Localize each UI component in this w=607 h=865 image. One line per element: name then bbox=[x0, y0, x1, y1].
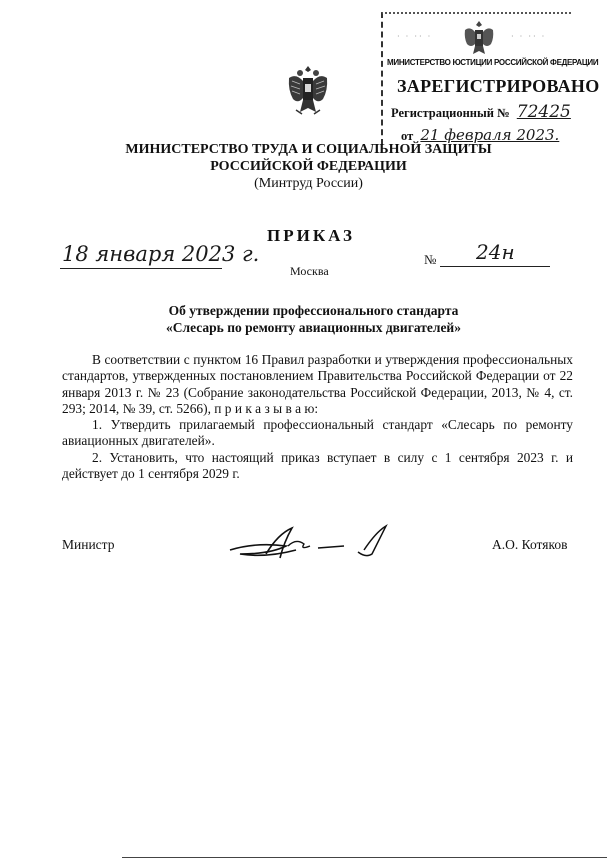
stamp-date-label: от bbox=[401, 129, 414, 143]
body-item-2: 2. Установить, что настоящий приказ вступает в силу с 1 сентября 2023 г. и действует до 1 сентября 2029 г. bbox=[62, 449, 573, 482]
body-paragraph-preamble: В соответствии с пунктом 16 Правил разработки и утверждения профессиональных стандартов, утвержденных постановлением Правительства Российской Федерации от 22 января 2013 г. № 23 (Собрание законодательства Российской Федерации, 2013, № 4, ст. 293; 2014, № 39, ст. 5266), п р и к а з ы в а ю: bbox=[62, 352, 573, 416]
order-date-underline bbox=[60, 268, 222, 269]
order-number-value: 24н bbox=[476, 240, 515, 264]
order-date: 18 января 2023 г. bbox=[62, 242, 260, 266]
order-title: ПРИКАЗ bbox=[267, 226, 355, 245]
stamp-date-value: 21 февраля 2023. bbox=[420, 126, 560, 144]
registration-stamp bbox=[381, 12, 600, 145]
coat-of-arms-icon bbox=[461, 18, 497, 58]
order-body bbox=[62, 352, 573, 482]
coat-of-arms-icon bbox=[286, 64, 330, 118]
stamp-ministry: МИНИСТЕРСТВО ЮСТИЦИИ РОССИЙСКОЙ ФЕДЕРАЦИИ bbox=[387, 58, 599, 67]
body-item-1: 1. Утвердить прилагаемый профессиональный стандарт «Слесарь по ремонту авиационных двигателей». bbox=[62, 417, 573, 449]
stamp-registered: ЗАРЕГИСТРИРОВАНО bbox=[397, 76, 600, 96]
stamp-regnum-row bbox=[391, 102, 571, 122]
stamp-regnum-label: Регистрационный № bbox=[391, 106, 510, 120]
signatory-title: Министр bbox=[62, 537, 115, 552]
order-city: Москва bbox=[290, 264, 329, 278]
ministry-name-line1: МИНИСТЕРСТВО ТРУДА И СОЦИАЛЬНОЙ ЗАЩИТЫ bbox=[125, 142, 492, 157]
ministry-name-line2: РОССИЙСКОЙ ФЕДЕРАЦИИ bbox=[210, 159, 407, 174]
order-subject-line1: Об утверждении профессионального стандарта bbox=[168, 303, 459, 318]
stamp-speckle-right: · · ·· · bbox=[511, 32, 547, 41]
page-bottom-edge bbox=[122, 857, 607, 858]
handwritten-signature bbox=[226, 524, 392, 562]
order-number-label: № bbox=[424, 252, 437, 267]
order-number-underline bbox=[440, 266, 550, 267]
signatory-name: А.О. Котяков bbox=[492, 537, 568, 552]
order-subject-line2: «Слесарь по ремонту авиационных двигателей» bbox=[166, 320, 461, 335]
stamp-speckle-left: · · ·· · bbox=[397, 32, 433, 41]
stamp-regnum-value: 72425 bbox=[516, 102, 571, 122]
ministry-short-name: (Минтруд России) bbox=[254, 176, 363, 191]
